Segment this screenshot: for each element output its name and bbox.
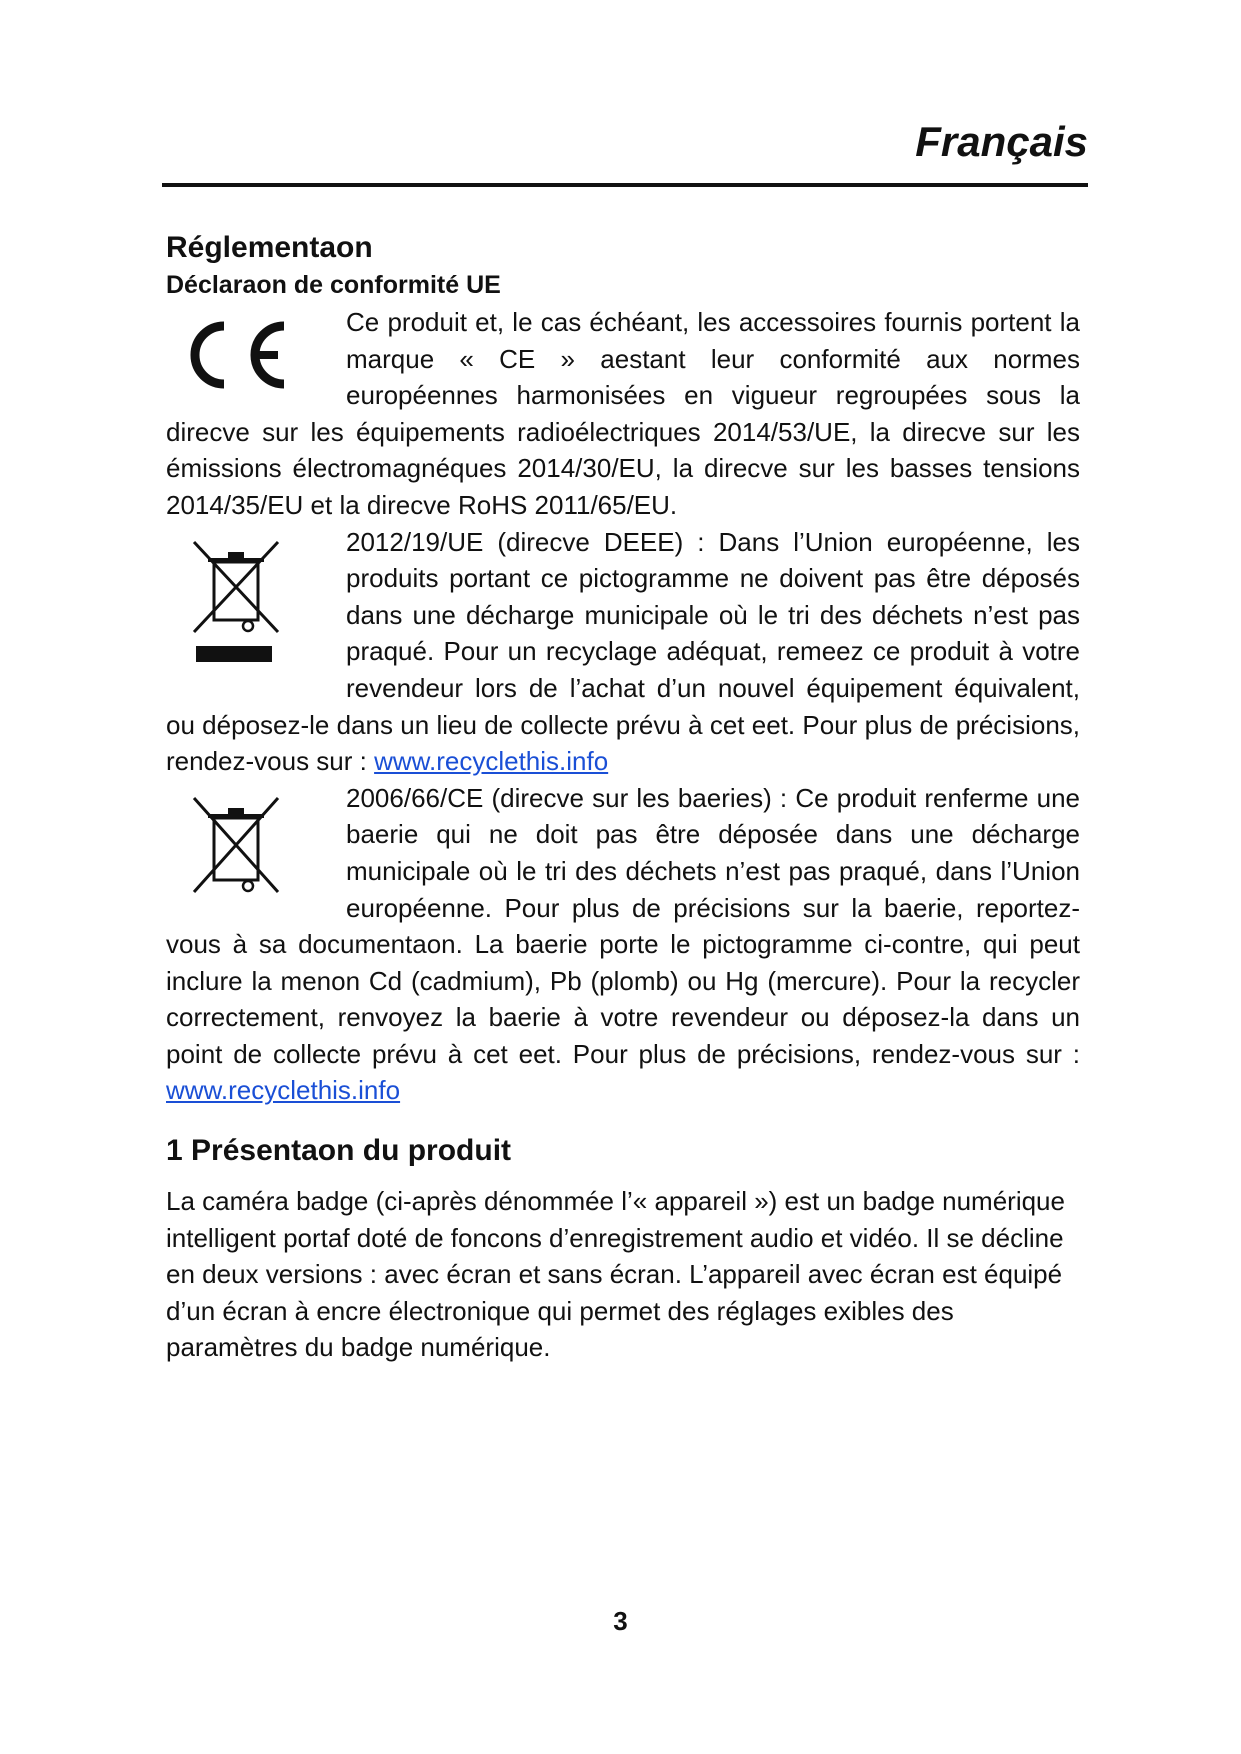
product-paragraph: La caméra badge (ci-après dénommée l’« appareil ») est un badge numérique intelligent portaf doté de foncons d’enregistrement audio et vidéo. Il se décline en deux versions : avec écran et sans écran. L’appareil avec écran est équipé d’un écran à encre électronique qui permet des réglages exibles des paramètres du badge numérique. — [166, 1186, 1065, 1363]
header-rule — [162, 183, 1088, 187]
header-language-title: Français — [915, 118, 1088, 165]
ce-block — [166, 304, 1080, 524]
battery-text: 2006/66/CE (direcve sur les baeries) : Ce produit renferme une baerie qui ne doit pas être déposée dans une décharge municipale où le tri des déchets n’est pas praqué, dans l’Union européenne. Pour plus de précisions sur la baerie, reportez-vous à sa documentaon. La baerie porte le pictogramme ci-contre, qui peut inclure la menon Cd (cadmium), Pb (plomb) ou Hg (mercure). Pour la recycler correctement, renvoyez la baerie à votre revendeur ou déposez-la dans un point de collecte prévu à cet eet. Pour plus de précisions, rendez-vous sur : — [166, 782, 1080, 1069]
declaration-subheading: Déclaraon de conformité UE — [166, 271, 501, 299]
product-heading: 1 Présentaon du produit — [166, 1134, 512, 1168]
battery-link[interactable]: www.recyclethis.info — [166, 1075, 401, 1106]
weee-text: 2012/19/UE (direcve DEEE) : Dans l’Union européenne, les produits portant ce pictogramme ne doivent pas être déposés dans une décharge municipale où le tri des déchets n’est pas praqué. Pour un recyclage adéquat, remeez ce produit à votre revendeur lors de l’achat d’un nouvel équipement équivalent, ou déposez-le dans un lieu de collecte prévu à cet eet. Pour plus de précisions, rendez-vous sur : — [166, 526, 1080, 777]
battery-block — [166, 780, 1080, 1109]
page-content — [166, 228, 1080, 1366]
weee-block — [166, 524, 1080, 780]
battery-crossed-bin-icon — [166, 788, 338, 923]
page-number: 3 — [613, 1606, 628, 1636]
weee-link[interactable]: www.recyclethis.info — [374, 746, 609, 777]
regulation-heading: Réglementaon — [166, 231, 373, 264]
ce-paragraph: Ce produit et, le cas échéant, les accessoires fournis portent la marque « CE » aestant leur conformité aux normes européennes harmonisées en vigueur regroupées sous la direcve sur les équipements radioélectriques 2014/53/UE, la direcve sur les émissions électromagnéques 2014/30/EU, la direcve sur les basses tensions 2014/35/EU et la direcve RoHS 2011/65/EU. — [166, 307, 1080, 520]
ce-mark-icon — [166, 312, 338, 408]
weee-crossed-bin-icon — [166, 532, 338, 672]
